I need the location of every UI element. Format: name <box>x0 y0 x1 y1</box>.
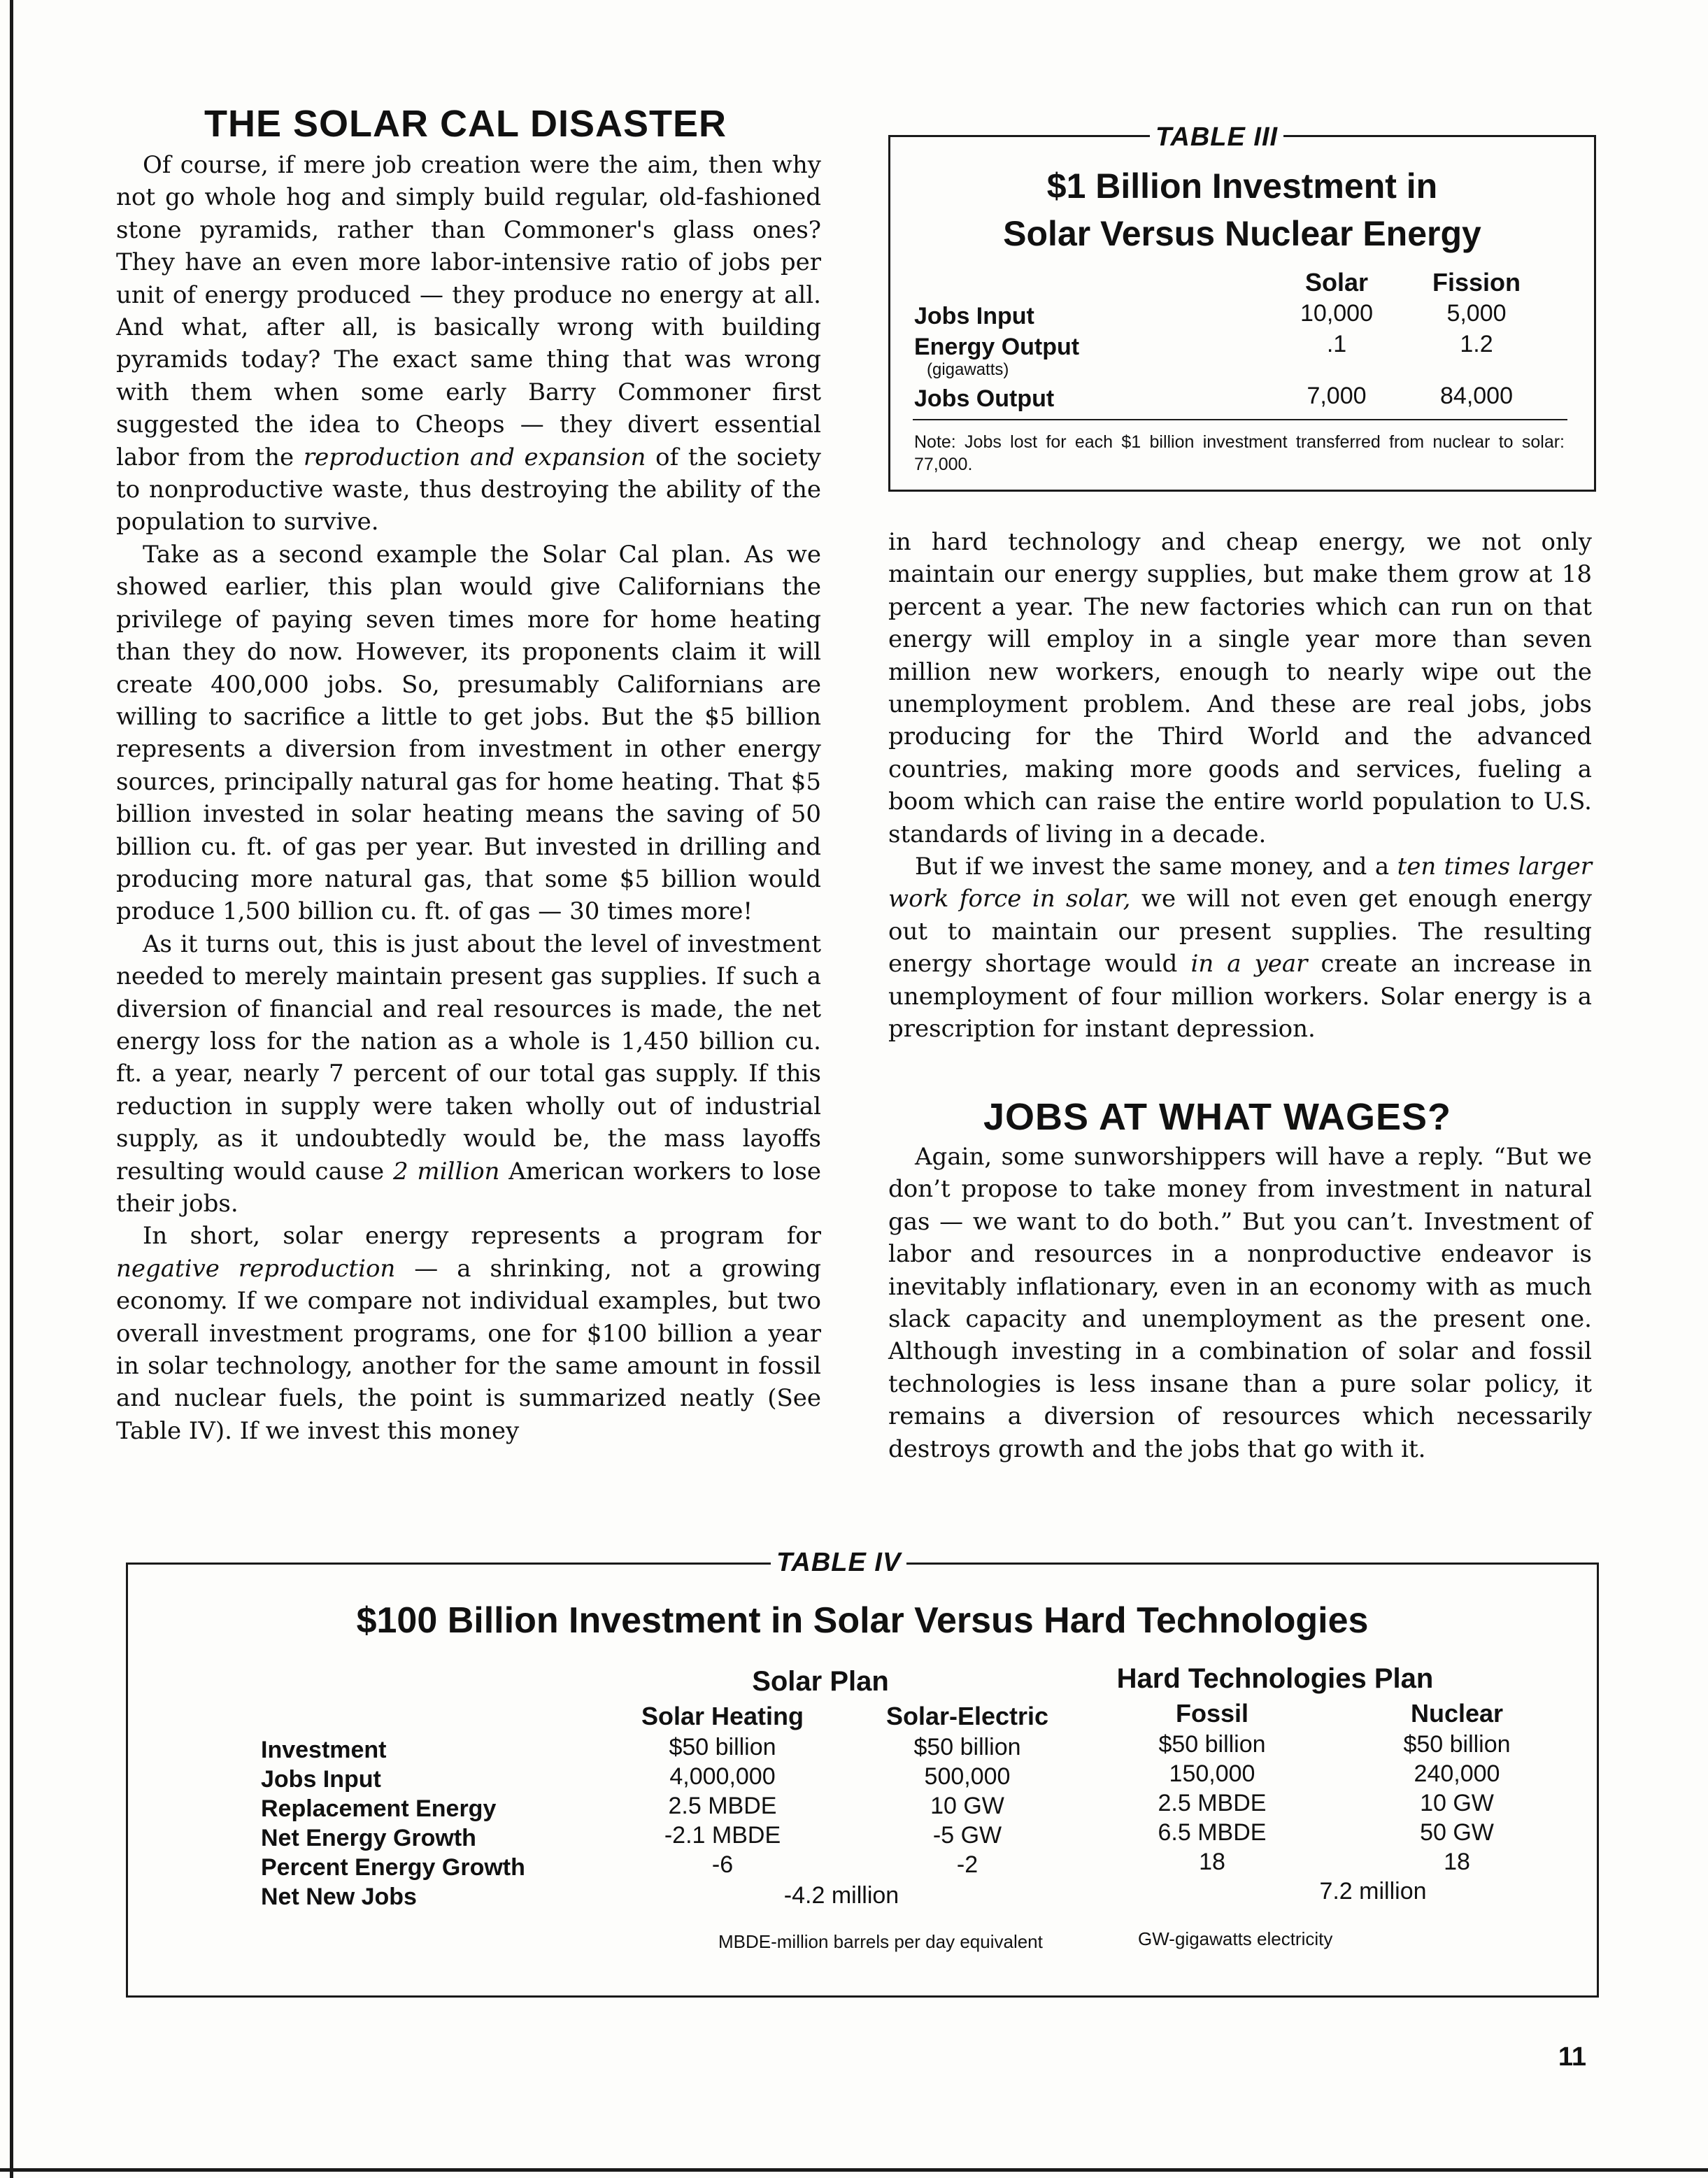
table-iv-group-solar: Solar Plan <box>752 1666 889 1697</box>
table-iii-separator <box>913 419 1567 420</box>
paragraph-pyramids: Of course, if mere job creation were the aim, then why not go whole hog and simply build regular, old-fashioned stone pyramids, rather than Commoner's glass ones? They have an even more labor-intensive ratio of jobs per unit of energy produced — they produce no energy at all. And what, after all, is basically wrong with building pyramids today? The exact same thing that was wrong with them when some early Barry Commoner first suggested the idea to Cheops — they divert essential labor from the reproduction and expansion of the society to nonproductive waste, thus destroying the ability of the population to survive. <box>116 151 821 536</box>
table-iv-row-label: Investment <box>261 1737 387 1763</box>
table-iv-row-label: Percent Energy Growth <box>261 1854 525 1881</box>
heading-solar-cal-disaster: THE SOLAR CAL DISASTER <box>204 103 727 145</box>
table-iii-label: TABLE III <box>1150 123 1283 151</box>
table-iv-footnote-mbde: MBDE-million barrels per day equivalent <box>718 1931 1043 1952</box>
table-iv-row-label: Jobs Input <box>261 1766 381 1793</box>
table-iv-cell: 2.5 MBDE <box>1158 1790 1267 1816</box>
table-iv-cell: -6 <box>711 1851 734 1878</box>
table-iii-cell: 10,000 <box>1300 300 1373 327</box>
table-iv-group-hard: Hard Technologies Plan <box>1116 1663 1434 1694</box>
table-iv-cell: $50 billion <box>669 1734 776 1760</box>
table-iv-col-nuclear: Nuclear <box>1410 1699 1504 1728</box>
table-iv-cell: 150,000 <box>1169 1760 1255 1787</box>
page-number: 11 <box>1558 2042 1586 2072</box>
table-iii-cell: .1 <box>1326 331 1347 357</box>
right-column-text <box>888 526 1592 1046</box>
table-iv-frame <box>126 1563 1599 1998</box>
paragraph-ten-times: But if we invest the same money, and a ten times larger work force in solar, we will not even get enough energy out to maintain our present supplies. The resulting energy shortage would in a year create an increase in unemployment of four million workers. Solar energy is a prescription for instant depression. <box>888 853 1592 1044</box>
table-iv-cell: 500,000 <box>924 1763 1011 1790</box>
paragraph-sunworshippers: Again, some sunworshippers will have a reply. “But we don’t propose to take money from investment in natural gas — we want to do both.” But you can’t. Investment of labor and resources in a nonproductive endeavor is inevitably inflationary, even in an economy with as much slack capacity and unemployment as the present one. Although investing in a combination of solar and fossil technologies is less insane than a pure solar policy, it remains a diversion of resources which necessarily destroys growth and the jobs that go with it. <box>888 1143 1592 1463</box>
table-iv-cell: -2.1 MBDE <box>664 1822 781 1849</box>
table-iv-cell: 10 GW <box>1420 1790 1494 1816</box>
left-column-text <box>116 149 821 1447</box>
table-iv-cell: 50 GW <box>1420 1819 1494 1846</box>
table-iv-cell: $50 billion <box>1158 1731 1266 1758</box>
table-iv-cell: -5 GW <box>932 1822 1002 1849</box>
table-iii-cell: 5,000 <box>1446 300 1507 327</box>
table-iv-cell: 18 <box>1199 1849 1225 1875</box>
table-iii-row-sublabel: (gigawatts) <box>927 360 1009 379</box>
paragraph-gas-supplies: As it turns out, this is just about the level of investment needed to merely maintain present gas supplies. If such a diversion of financial and real resources is made, the net energy loss for the nation as a whole is 1,450 billion cu. ft. a year, nearly 7 percent of our total gas supply. If this reduction in supply were taken wholly out of industrial supply, as it undoubtedly would be, the mass layoffs resulting would cause 2 million American workers to lose their jobs. <box>116 930 822 1218</box>
table-iii-row-label: Jobs Input <box>914 303 1034 329</box>
table-iii-col-solar: Solar <box>1304 268 1369 297</box>
table-iv-cell: $50 billion <box>1403 1731 1511 1758</box>
table-iv-cell: $50 billion <box>913 1734 1021 1760</box>
table-iv-cell: 18 <box>1444 1849 1470 1875</box>
table-iii-cell: 7,000 <box>1307 383 1367 409</box>
table-iv-label: TABLE IV <box>771 1549 906 1576</box>
paragraph-negative-reproduction: In short, solar energy represents a program for negative reproduction — a shrinking, not a growing economy. If we compare not individual examples, but two overall investment programs, one for $100 billion a year in solar technology, another for the same amount in fossil and nuclear fuels, the point is summarized neatly (See Table IV). If we invest this money <box>116 1222 822 1445</box>
table-iii-row-label: Energy Output <box>914 334 1080 360</box>
table-iv-cell: 2.5 MBDE <box>668 1793 777 1819</box>
table-iv-row-label: Net New Jobs <box>261 1884 417 1910</box>
left-margin-rule <box>10 0 13 2178</box>
table-iv-cell: 240,000 <box>1414 1760 1500 1787</box>
bottom-margin-rule <box>0 2168 1708 2172</box>
table-iv-row-label: Net Energy Growth <box>261 1825 476 1851</box>
table-iii-cell: 1.2 <box>1460 331 1493 357</box>
table-iii-col-fission: Fission <box>1432 268 1521 297</box>
table-iv-cell: 10 GW <box>930 1793 1004 1819</box>
table-iv-col-fossil: Fossil <box>1175 1699 1249 1728</box>
table-iv-title: $100 Billion Investment in Solar Versus Hard Technologies <box>356 1600 1369 1641</box>
table-iv-footnote-gw: GW-gigawatts electricity <box>1138 1928 1333 1949</box>
paragraph-solar-cal: Take as a second example the Solar Cal plan. As we showed earlier, this plan would give Californians the privilege of paying seven times more for home heating than they do now. However, its proponents claim it will create 400,000 jobs. So, presumably Californians are willing to sacrifice a little to get jobs. But the $5 billion represents a diversion from investment in other energy sources, principally natural gas for home heating. That $5 billion invested in solar heating means the saving of 50 billion cu. ft. of gas per year. But invested in drilling and producing more natural gas, that some $5 billion would produce 1,500 billion cu. ft. of gas — 30 times more! <box>116 540 821 926</box>
table-iv-cell: -2 <box>956 1851 978 1878</box>
table-iii-note: Note: Jobs lost for each $1 billion investment transferred from nuclear to solar: 77,000. <box>914 432 1565 474</box>
right-column-text-2 <box>888 1141 1592 1465</box>
table-iv-net-jobs-solar: -4.2 million <box>783 1882 899 1909</box>
table-iv-cell: 6.5 MBDE <box>1158 1819 1267 1846</box>
table-iii-row-label: Jobs Output <box>914 385 1055 412</box>
table-iv-col-solar-heating: Solar Heating <box>641 1702 804 1730</box>
table-iii-cell: 84,000 <box>1440 383 1513 409</box>
table-iv-cell: 4,000,000 <box>669 1763 776 1790</box>
heading-jobs-at-what-wages: JOBS AT WHAT WAGES? <box>983 1096 1451 1138</box>
table-iv-net-jobs-hard: 7.2 million <box>1319 1878 1427 1905</box>
table-iv-row-label: Replacement Energy <box>261 1795 497 1822</box>
table-iii-title-line1: $1 Billion Investment in <box>1046 166 1438 206</box>
paragraph-hard-technology: in hard technology and cheap energy, we not only maintain our energy supplies, but make them grow at 18 percent a year. The new factories which can run on that energy will employ in a single year more than seven million new workers, enough to nearly wipe out the unemployment problem. And these are real jobs, jobs producing for the Third World and the advanced countries, making more goods and services, fueling a boom which can raise the entire world population to U.S. standards of living in a decade. <box>888 528 1592 848</box>
table-iii-title-line2: Solar Versus Nuclear Energy <box>1003 214 1481 253</box>
table-iv-col-solar-electric: Solar-Electric <box>885 1702 1049 1730</box>
table-iii-frame <box>888 135 1596 492</box>
